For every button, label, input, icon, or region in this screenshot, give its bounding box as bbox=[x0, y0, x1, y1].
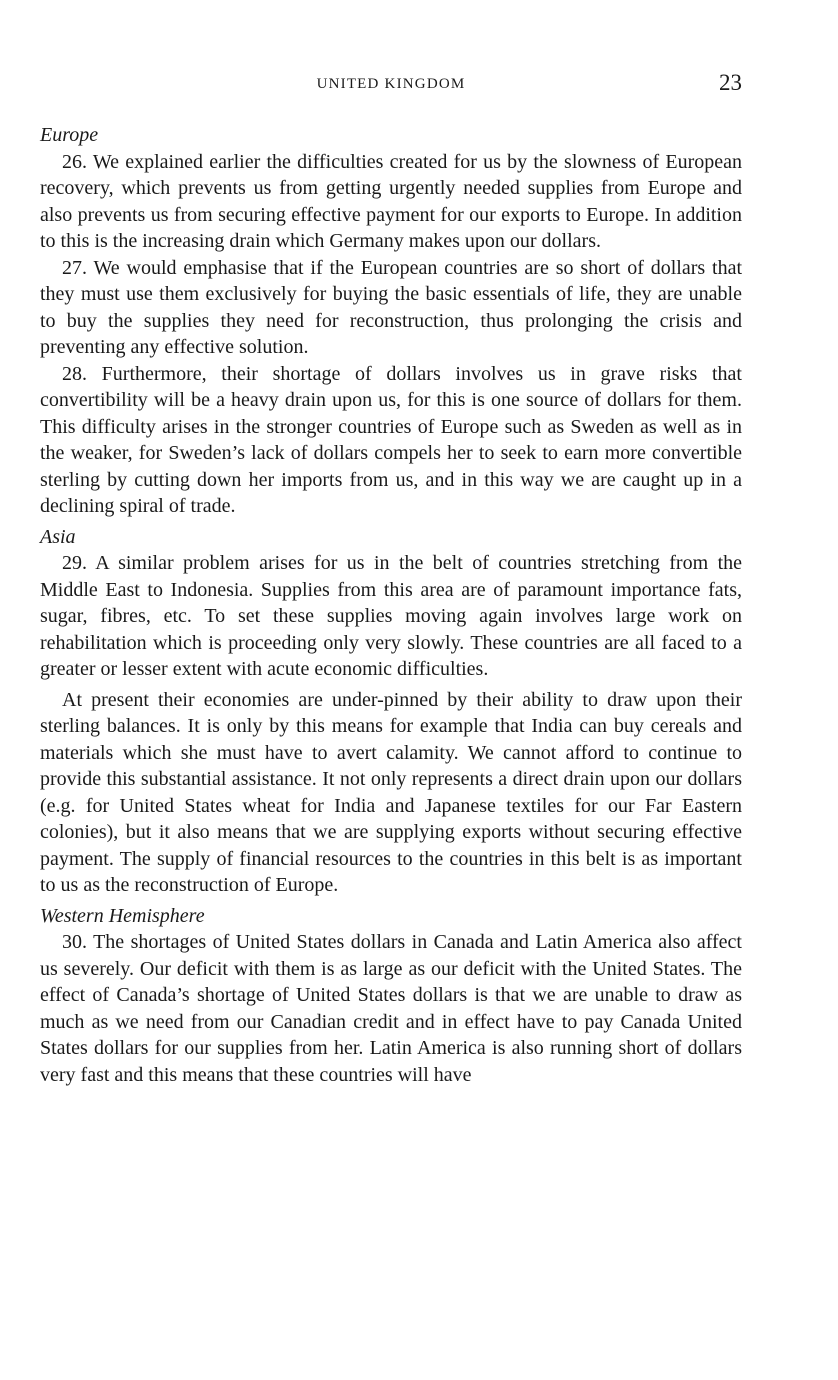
paragraph-29: 29. A similar problem arises for us in the belt of countries stretching from the Middle East to Indonesia. Supplies from this area are of paramount importance fats, sugar, fibres, etc. To set these supplies moving again involves large work on rehabilitation which is proceeding only very slowly. These countries are all faced to a greater or lesser extent with acute economic difficulties. bbox=[40, 552, 742, 680]
section-heading: Europe bbox=[40, 124, 99, 146]
paragraph-29-continued: At present their economies are under-pinned by their ability to draw upon their sterling balances. It is only by this means for example that India can buy cereals and materials which she must have to avert calamity. We cannot afford to continue to provide this substantial assistance. It not only represents a direct drain upon our dollars (e.g. for United States wheat for India and Japanese textiles for our Far Eastern colonies), but it also means that we are supplying exports without securing effective payment. The supply of financial resources to the countries in this belt is as important to us as the reconstruction of Europe. bbox=[40, 688, 742, 896]
paragraph-26: 26. We explained earlier the difficulties created for us by the slowness of European recovery, which prevents us from getting urgently needed supplies from Europe and also prevents us from securing effective payment for our exports to Europe. In addition to this is the increasing drain which Germany makes upon our dollars. bbox=[40, 150, 742, 252]
running-title: UNITED KINGDOM bbox=[316, 76, 466, 92]
section-europe bbox=[40, 122, 742, 520]
running-header bbox=[40, 70, 742, 102]
paragraph-27: 27. We would emphasise that if the European countries are so short of dollars that they must use them exclusively for buying the basic essentials of life, they are unable to buy the supplies they need for reconstruction, thus prolonging the crisis and preventing any effective solution. bbox=[40, 256, 742, 358]
section-western-hemisphere bbox=[40, 903, 742, 1089]
section-heading: Asia bbox=[40, 525, 76, 548]
paragraph-28: 28. Furthermore, their shortage of dollars involves us in grave risks that convertibility will be a heavy drain upon us, for this is one source of dollars for them. This difficulty arises in the stronger countries of Europe such as Sweden as well as in the weaker, for Sweden’s lack of dollars compels her to seek to earn more convertible sterling by cutting down her imports from us, and in this way we are caught up in a declining spiral of trade. bbox=[40, 362, 742, 517]
section-heading: Western Hemisphere bbox=[40, 904, 205, 927]
document-page bbox=[40, 70, 742, 1088]
section-asia bbox=[40, 524, 742, 899]
paragraph-30: 30. The shortages of United States dollars in Canada and Latin America also affect us severely. Our deficit with them is as large as our deficit with the United States. The effect of Canada’s shortage of United States dollars is that we are unable to draw as much as we need from our Canadian credit and in effect have to pay Canada United States dollars for our supplies from her. Latin America is also running short of dollars very fast and this means that these countries will have bbox=[40, 931, 742, 1086]
page-number: 23 bbox=[719, 70, 742, 95]
